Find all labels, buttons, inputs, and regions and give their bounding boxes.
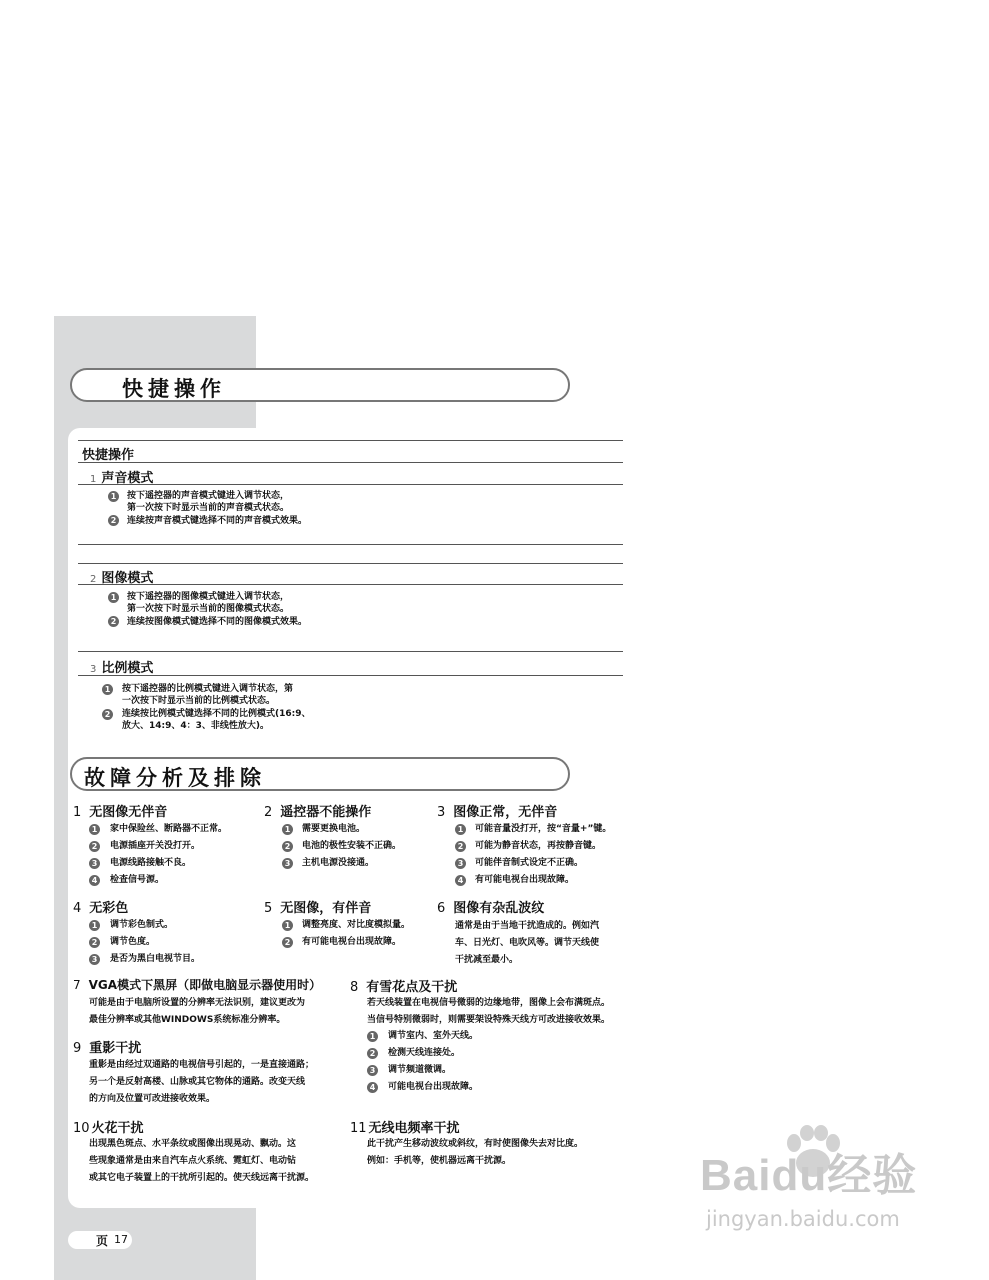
list-item: 是否为黑白电视节目。 [110, 954, 201, 964]
list-item: 可能电视台出现故障。 [388, 1082, 479, 1092]
list-item: 调节室内、室外天线。 [388, 1031, 479, 1041]
list-item: 检查信号源。 [110, 875, 165, 885]
bullet-number: 1 [455, 824, 466, 835]
paragraph: 若天线装置在电视信号微弱的边缘地带，图像上会布满斑点。 当信号特别微弱时，则需要架设特殊天线方可改进接收效果。 [367, 998, 611, 1025]
paragraph: 可能是由于电脑所设置的分辨率无法识别，建议更改为 最佳分辨率或其他WINDOWS系统标准分辨率。 [89, 998, 306, 1025]
list-item: 检测天线连接处。 [388, 1048, 461, 1058]
bullet-number: 1 [108, 491, 119, 502]
list-item: 调整亮度、对比度模拟量。 [302, 920, 411, 930]
list-item: 有可能电视台出现故障。 [475, 875, 575, 885]
divider [78, 440, 623, 441]
divider [78, 584, 623, 585]
divider [78, 544, 623, 545]
divider [78, 675, 623, 676]
divider [78, 651, 623, 652]
list-item: 有可能电视台出现故障。 [302, 937, 402, 947]
bullet-number: 1 [367, 1031, 378, 1042]
list-item: 连续按声音模式键选择不同的声音模式效果。 [127, 516, 308, 526]
quick-ops-section-title: 1 声音模式 [90, 471, 154, 486]
list-item: 连续按图像模式键选择不同的图像模式效果。 [127, 617, 308, 627]
bullet-number: 2 [282, 937, 293, 948]
faults-banner-title: 故障分析及排除 [84, 765, 266, 790]
list-item: 需要更换电池。 [302, 824, 366, 834]
bullet-number: 2 [282, 841, 293, 852]
page-number-tab [68, 1231, 132, 1249]
list-item: 按下遥控器的声音模式键进入调节状态， 第一次按下时显示当前的声音模式状态。 [127, 491, 290, 513]
list-item: 家中保险丝、断路器不正常。 [110, 824, 228, 834]
bullet-number: 3 [89, 858, 100, 869]
list-item: 按下遥控器的比例模式键进入调节状态，第 一次按下时显示当前的比例模式状态。 [122, 684, 294, 706]
watermark-brand: Baidu经验 [700, 1151, 918, 1200]
quick-ops-section-title: 2 图像模式 [90, 571, 154, 586]
bullet-number: 4 [367, 1082, 378, 1093]
bullet-number: 3 [282, 858, 293, 869]
list-item: 可能为静音状态，再按静音键。 [475, 841, 602, 851]
fault-title: 7 VGA模式下黑屏（即做电脑显示器使用时） [73, 978, 322, 992]
paragraph: 通常是由于当地干扰造成的。例如汽 车、日光灯、电吹风等。调节天线使 干扰减至最小。 [455, 921, 600, 965]
bullet-number: 2 [455, 841, 466, 852]
fault-title: 5 无图像，有伴音 [264, 901, 372, 916]
list-item: 可能伴音制式设定不正确。 [475, 858, 584, 868]
fault-title: 8 有雪花点及干扰 [350, 980, 458, 995]
page-label: 页 [96, 1234, 109, 1248]
divider [78, 563, 623, 564]
bullet-number: 3 [89, 954, 100, 965]
bullet-number: 3 [455, 858, 466, 869]
list-item: 连续按比例模式键选择不同的比例模式(16:9、 放大、14:9、4：3、非线性放大)。 [122, 709, 311, 731]
fault-title: 1 无图像无伴音 [73, 805, 168, 820]
divider [78, 462, 623, 463]
bullet-number: 2 [89, 841, 100, 852]
fault-title: 9 重影干扰 [73, 1041, 142, 1056]
bullet-number: 1 [89, 920, 100, 931]
list-item: 可能音量没打开，按“音量+”键。 [475, 824, 612, 834]
bullet-number: 4 [89, 875, 100, 886]
fault-title: 11 无线电频率干扰 [350, 1121, 460, 1136]
divider [78, 484, 623, 485]
bullet-number: 1 [282, 824, 293, 835]
bullet-number: 1 [89, 824, 100, 835]
bullet-number: 2 [89, 937, 100, 948]
list-item: 电池的极性安装不正确。 [302, 841, 402, 851]
quick-ops-banner-title: 快捷操作 [122, 376, 226, 401]
fault-title: 6 图像有杂乱波纹 [437, 901, 545, 916]
fault-title: 4 无彩色 [73, 901, 129, 916]
fault-title: 3 图像正常，无伴音 [437, 805, 558, 820]
bullet-number: 2 [102, 709, 113, 720]
fault-title: 2 遥控器不能操作 [264, 805, 372, 820]
bullet-number: 4 [455, 875, 466, 886]
list-item: 电源线路接触不良。 [110, 858, 192, 868]
bullet-number: 2 [367, 1048, 378, 1059]
paragraph: 此干扰产生移动波纹或斜纹，有时使图像失去对比度。 例如：手机等，使机器远离干扰源。 [367, 1139, 584, 1166]
list-item: 按下遥控器的图像模式键进入调节状态， 第一次按下时显示当前的图像模式状态。 [127, 592, 290, 614]
bullet-number: 1 [282, 920, 293, 931]
list-item: 调节彩色制式。 [110, 920, 174, 930]
quick-ops-table-title: 快捷操作 [82, 448, 135, 463]
bullet-number: 3 [367, 1065, 378, 1076]
list-item: 调节色度。 [110, 937, 156, 947]
bullet-number: 1 [108, 592, 119, 603]
list-item: 电源插座开关没打开。 [110, 841, 201, 851]
list-item: 主机电源没接通。 [302, 858, 375, 868]
paragraph: 重影是由经过双通路的电视信号引起的，一是直接通路； 另一个是反射高楼、山脉或其它物体的通路。改变天线 的方向及位置可改进接收效果。 [89, 1060, 315, 1104]
bullet-number: 2 [108, 616, 119, 627]
paragraph: 出现黑色斑点、水平条纹或图像出现晃动、飘动。这 些现象通常是由来自汽车点火系统、霓虹灯、电动钻 或其它电子装置上的干扰所引起的。使天线远离干扰源。 [89, 1139, 315, 1183]
list-item: 调节频道微调。 [388, 1065, 452, 1075]
faults-banner [70, 757, 570, 791]
quick-ops-section-title: 3 比例模式 [90, 661, 154, 676]
bullet-number: 2 [108, 515, 119, 526]
page-number: 17 [114, 1233, 128, 1246]
bullet-number: 1 [102, 684, 113, 695]
watermark-url: jingyan.baidu.com [706, 1207, 900, 1231]
fault-title: 10 火花干扰 [73, 1121, 144, 1136]
quick-ops-banner [70, 368, 570, 402]
